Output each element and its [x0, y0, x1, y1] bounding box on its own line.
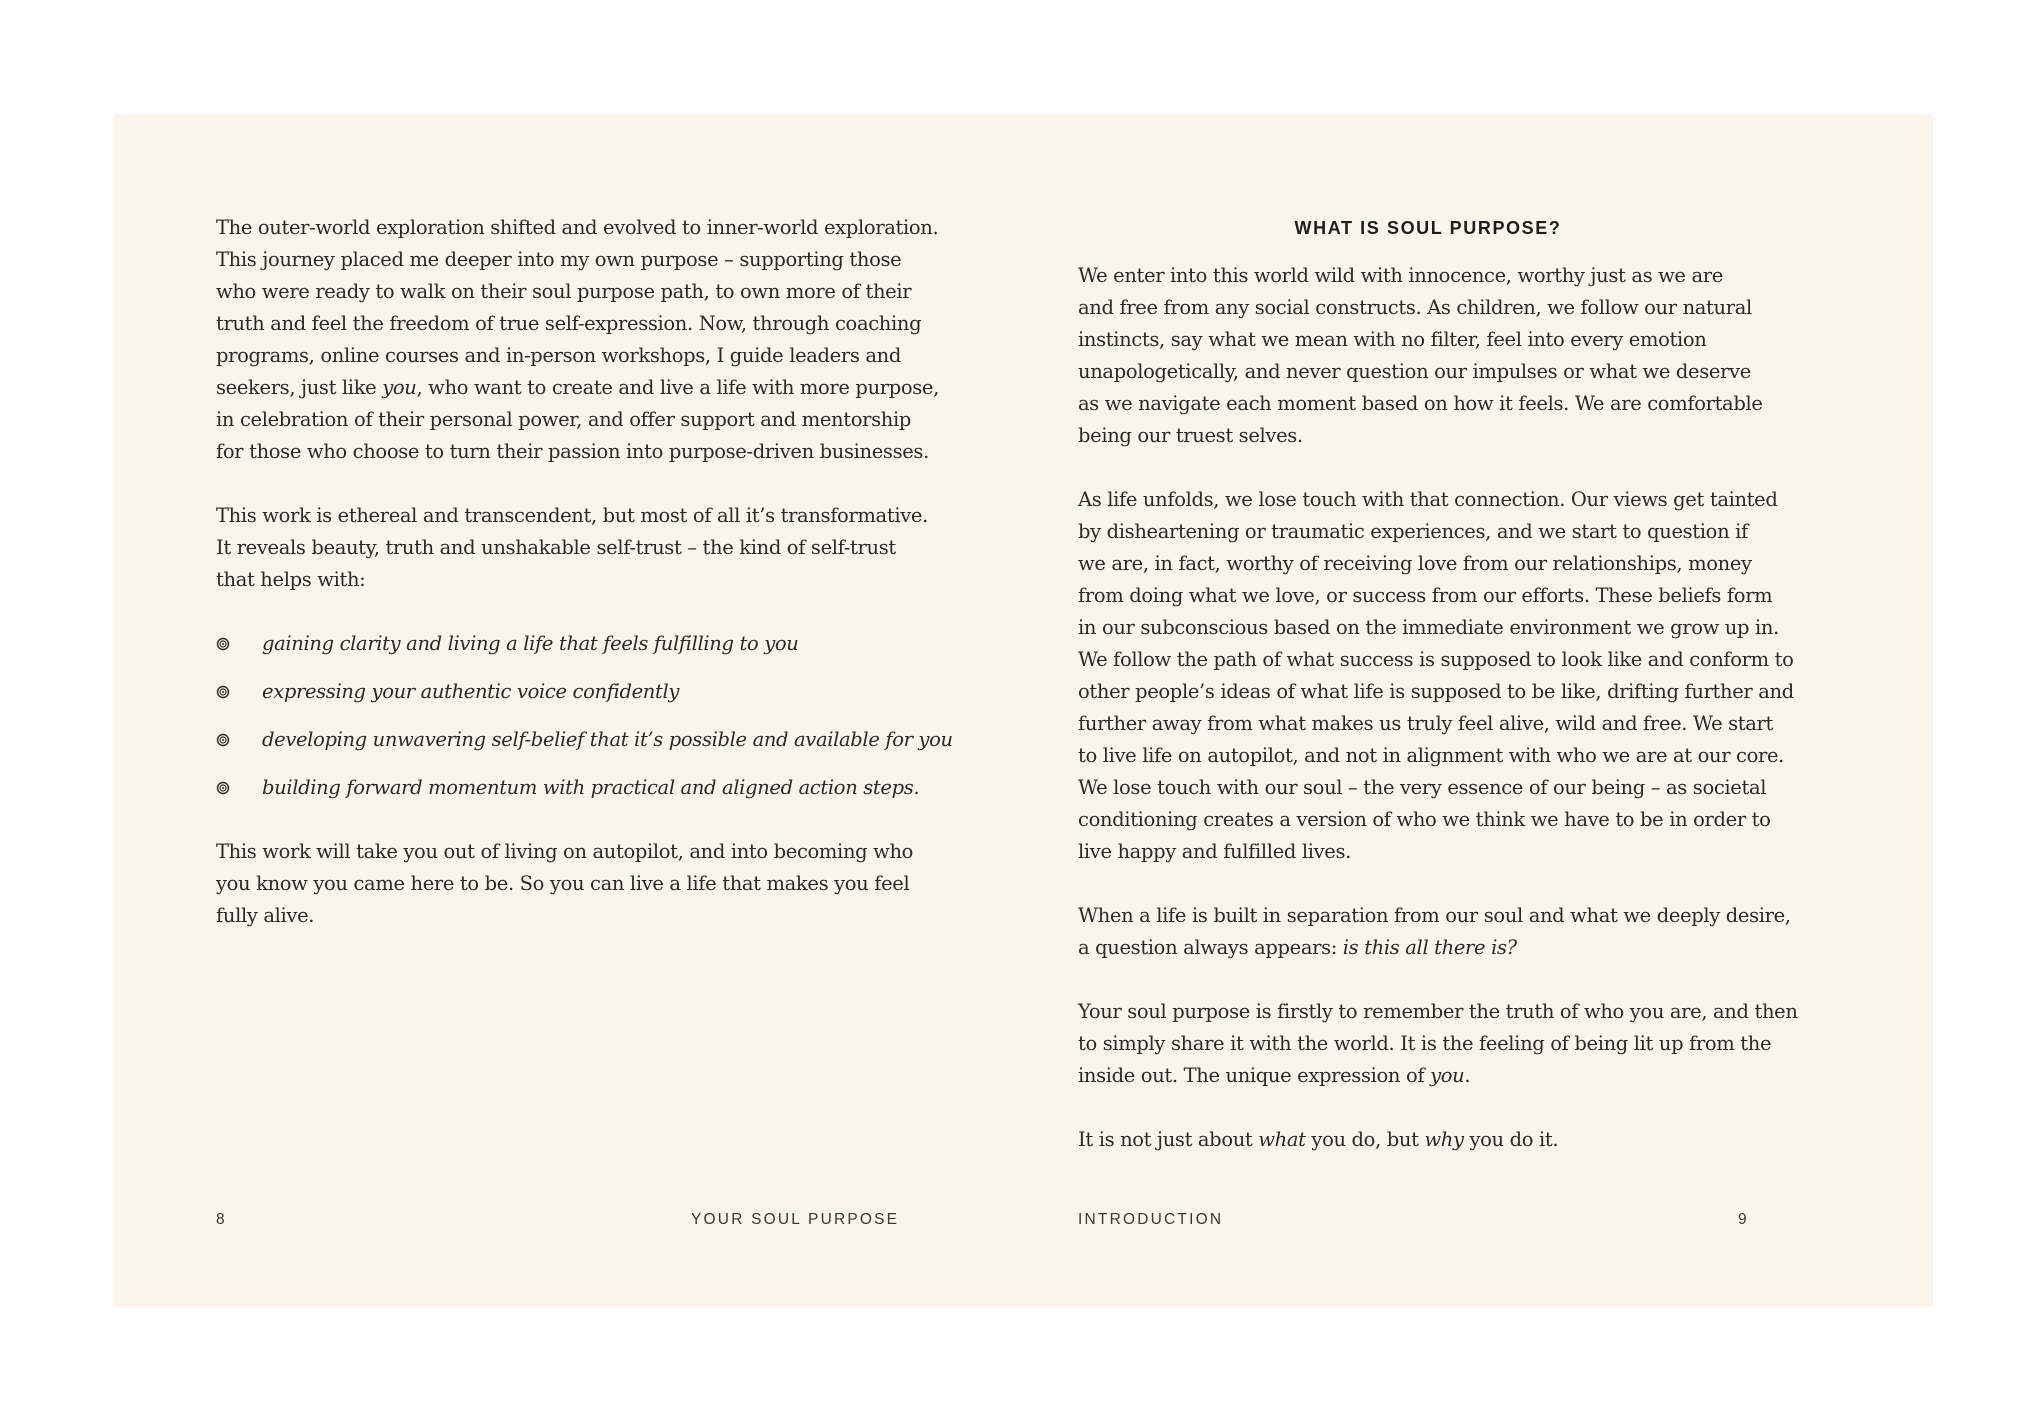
text-span: a question always appears: [1078, 936, 1343, 959]
text-line: We enter into this world wild with innocence, worthy just as we are [1078, 264, 1723, 287]
text-line: further away from what makes us truly feel alive, wild and free. We start [1078, 712, 1773, 735]
text-line: by disheartening or traumatic experiences, and we start to question if [1078, 520, 1748, 543]
text-line: and free from any social constructs. As children, we follow our natural [1078, 296, 1752, 319]
text-line: to live life on autopilot, and not in alignment with who we are at our core. [1078, 744, 1785, 767]
left-paragraph-3 [216, 836, 914, 932]
spiral-bullet-icon [216, 685, 230, 699]
text-line [1078, 932, 1768, 964]
text-line: programs, online courses and in-person workshops, I guide leaders and [216, 344, 901, 367]
section-heading: WHAT IS SOUL PURPOSE? [1294, 218, 1562, 238]
bullet-text: building forward momentum with practical and aligned action steps. [262, 776, 920, 799]
bullet-text: gaining clarity and living a life that feels fulfilling to you [262, 632, 799, 655]
spiral-bullet-icon [216, 637, 230, 651]
text-line: in celebration of their personal power, and offer support and mentorship [216, 408, 911, 431]
text-line: who were ready to walk on their soul purpose path, to own more of their [216, 280, 912, 303]
text-line: you know you came here to be. So you can live a life that makes you feel [216, 872, 910, 895]
left-page [114, 114, 1024, 1307]
emphasis: is this all there is? [1342, 936, 1517, 959]
text-span: you do, but [1305, 1128, 1425, 1151]
right-paragraph-3 [1078, 900, 1791, 964]
emphasis: why [1424, 1128, 1464, 1151]
text-line [1078, 1124, 1768, 1156]
text-line: live happy and fulfilled lives. [1078, 840, 1352, 863]
text-line: This journey placed me deeper into my own purpose – supporting those [216, 248, 902, 271]
left-paragraph-2 [216, 500, 928, 596]
right-body-text [1078, 212, 1798, 1188]
bullet-text: expressing your authentic voice confidently [262, 680, 680, 703]
text-line: Your soul purpose is firstly to remember the truth of who you are, and then [1078, 1000, 1798, 1023]
right-paragraph-5 [1078, 1124, 1768, 1156]
text-span: inside out. The unique expression of [1078, 1064, 1431, 1087]
text-line: we are, in fact, worthy of receiving love from our relationships, money [1078, 552, 1752, 575]
text-line: This work is ethereal and transcendent, but most of all it’s transformative. [216, 504, 928, 527]
text-line: to simply share it with the world. It is the feeling of being lit up from the [1078, 1032, 1772, 1055]
text-line: other people’s ideas of what life is supposed to be like, drifting further and [1078, 680, 1794, 703]
text-line [216, 372, 939, 404]
left-body-text [216, 212, 953, 964]
emphasis: what [1258, 1128, 1306, 1151]
text-line: for those who choose to turn their passion into purpose-driven businesses. [216, 440, 929, 463]
text-span: seekers, just like [216, 376, 383, 399]
page-number-left: 8 [216, 1211, 225, 1228]
page-number-right: 9 [1738, 1211, 1747, 1228]
list-item [216, 772, 920, 820]
text-line: that helps with: [216, 568, 366, 591]
text-line: from doing what we love, or success from our efforts. These beliefs form [1078, 584, 1773, 607]
text-line: We follow the path of what success is supposed to look like and conform to [1078, 648, 1794, 671]
right-paragraph-4 [1078, 996, 1798, 1092]
text-line: conditioning creates a version of who we think we have to be in order to [1078, 808, 1771, 831]
running-title-left: YOUR SOUL PURPOSE [691, 1211, 900, 1228]
list-item [216, 724, 953, 772]
text-span: It is not just about [1078, 1128, 1259, 1151]
list-item [216, 628, 906, 676]
text-line: When a life is built in separation from our soul and what we deeply desire, [1078, 904, 1791, 927]
spiral-bullet-icon [216, 733, 230, 747]
text-span: you do it. [1463, 1128, 1559, 1151]
bullet-text: developing unwavering self-belief that it’s possible and available for you [262, 728, 953, 751]
emphasis: you [1430, 1064, 1465, 1087]
right-paragraph-2 [1078, 484, 1794, 868]
text-line: as we navigate each moment based on how it feels. We are comfortable [1078, 392, 1763, 415]
left-paragraph-1 [216, 212, 939, 468]
right-page [1024, 114, 1933, 1307]
text-span: . [1464, 1064, 1471, 1087]
book-spread [114, 114, 1933, 1307]
text-line: truth and feel the freedom of true self-expression. Now, through coaching [216, 312, 922, 335]
running-title-right: INTRODUCTION [1078, 1211, 1224, 1228]
text-line: instincts, say what we mean with no filter, feel into every emotion [1078, 328, 1707, 351]
text-span: , who want to create and live a life with more purpose, [416, 376, 939, 399]
text-line: It reveals beauty, truth and unshakable self-trust – the kind of self-trust [216, 536, 896, 559]
emphasis: you [382, 376, 417, 399]
list-item [216, 676, 906, 724]
right-paragraph-1 [1078, 260, 1768, 452]
text-line: in our subconscious based on the immediate environment we grow up in. [1078, 616, 1779, 639]
text-line: The outer-world exploration shifted and evolved to inner-world exploration. [216, 216, 939, 239]
bullet-list [216, 628, 953, 820]
text-line: unapologetically, and never question our impulses or what we deserve [1078, 360, 1751, 383]
text-line: We lose touch with our soul – the very essence of our being – as societal [1078, 776, 1767, 799]
text-line: As life unfolds, we lose touch with that connection. Our views get tainted [1078, 488, 1778, 511]
text-line: fully alive. [216, 904, 315, 927]
spiral-bullet-icon [216, 781, 230, 795]
text-line [1078, 1060, 1768, 1092]
text-line: being our truest selves. [1078, 424, 1303, 447]
text-line: This work will take you out of living on autopilot, and into becoming who [216, 840, 914, 863]
